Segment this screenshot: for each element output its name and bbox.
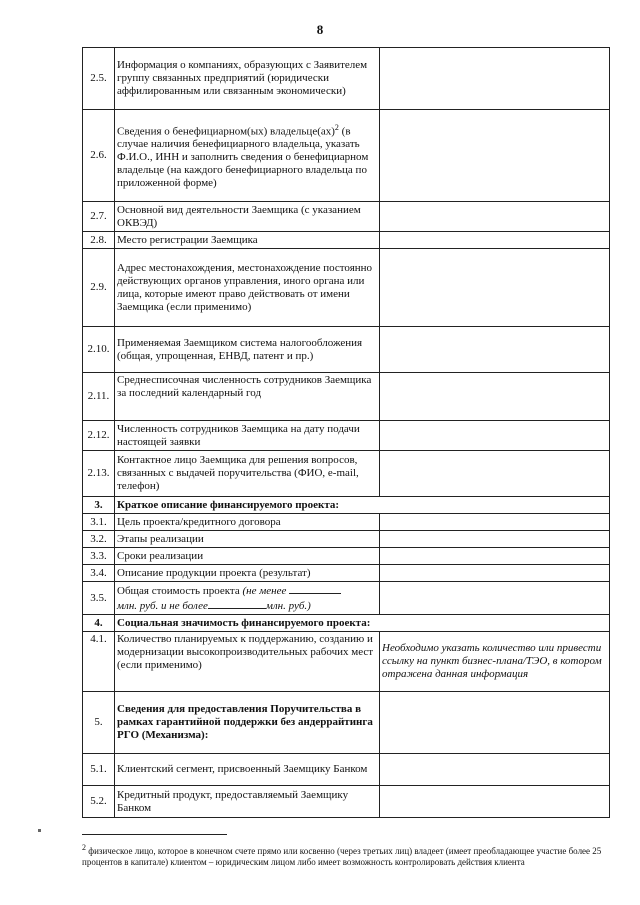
table-row bbox=[83, 48, 610, 110]
table-row bbox=[83, 548, 610, 565]
row-number: 2.6. bbox=[83, 110, 115, 202]
row-label: Адрес местонахождения, местонахождение постоянно действующих органов управления, иного органа или лица, которые имеют право действовать от имени Заемщика (если применимо) bbox=[115, 249, 380, 327]
row-value-field[interactable] bbox=[380, 548, 610, 565]
footnote-divider bbox=[82, 834, 227, 835]
row-value-field[interactable] bbox=[380, 327, 610, 373]
row-value-field[interactable] bbox=[380, 421, 610, 451]
row-label: Количество планируемых к поддержанию, созданию и модернизации высокопроизводительных рабочих мест (если применимо) bbox=[115, 632, 380, 692]
table-row bbox=[83, 565, 610, 582]
row-number: 2.9. bbox=[83, 249, 115, 327]
table-row bbox=[83, 232, 610, 249]
row-value-field[interactable] bbox=[380, 754, 610, 786]
project-cost-max: млн. руб. и не более bbox=[117, 600, 208, 612]
row-label-text: Сведения о бенефициарном(ых) владельце(ах) bbox=[117, 125, 335, 138]
row-number: 2.13. bbox=[83, 451, 115, 497]
row-value-field[interactable] bbox=[380, 582, 610, 615]
row-label: Цель проекта/кредитного договора bbox=[115, 514, 380, 531]
table-row bbox=[83, 202, 610, 232]
row-label: Сроки реализации bbox=[115, 548, 380, 565]
table-row bbox=[83, 514, 610, 531]
row-label: Основной вид деятельности Заемщика (с указанием ОКВЭД) bbox=[115, 202, 380, 232]
footnote-marker: 2 bbox=[82, 843, 86, 852]
project-cost-unit: млн. руб.) bbox=[265, 600, 311, 612]
section-title: Сведения для предоставления Поручительства в рамках гарантийной поддержки без андеррайтинга РГО (Механизма): bbox=[115, 692, 380, 754]
row-number: 5.1. bbox=[83, 754, 115, 786]
row-number: 2.5. bbox=[83, 48, 115, 110]
row-number: 4.1. bbox=[83, 632, 115, 692]
row-value-field[interactable] bbox=[380, 565, 610, 582]
section-title: Краткое описание финансируемого проекта: bbox=[115, 497, 610, 514]
row-label: Применяемая Заемщиком система налогообложения (общая, упрощенная, ЕНВД, патент и пр.) bbox=[115, 327, 380, 373]
project-cost-min: (не менее bbox=[242, 585, 287, 597]
table-row bbox=[83, 786, 610, 818]
section-number: 4. bbox=[83, 615, 115, 632]
row-value-field[interactable] bbox=[380, 48, 610, 110]
section-number: 5. bbox=[83, 692, 115, 754]
row-label: Место регистрации Заемщика bbox=[115, 232, 380, 249]
row-value-field[interactable] bbox=[380, 249, 610, 327]
section-number: 3. bbox=[83, 497, 115, 514]
scan-mark bbox=[38, 829, 41, 832]
row-value-field[interactable] bbox=[380, 232, 610, 249]
row-label: Контактное лицо Заемщика для решения вопросов, связанных с выдачей поручительства (ФИО, e-mail, телефон) bbox=[115, 451, 380, 497]
footnote-text: физическое лицо, которое в конечном счете прямо или косвенно (через третьих лиц) владеет (имеет преобладающее участие более 25 процентов в капитале) клиентом – юридическим лицом либо имеет возможность контролировать действия клиента bbox=[82, 846, 602, 867]
max-amount-blank[interactable] bbox=[208, 598, 266, 609]
table-row bbox=[83, 754, 610, 786]
row-number: 3.3. bbox=[83, 548, 115, 565]
row-number: 3.4. bbox=[83, 565, 115, 582]
row-label: Клиентский сегмент, присвоенный Заемщику Банком bbox=[115, 754, 380, 786]
row-value-field[interactable] bbox=[380, 692, 610, 754]
row-number: 2.7. bbox=[83, 202, 115, 232]
row-note: Необходимо указать количество или привести ссылку на пункт бизнес-плана/ТЭО, в котором отражена данная информация bbox=[380, 632, 610, 692]
table-row bbox=[83, 327, 610, 373]
section-header-row bbox=[83, 497, 610, 514]
section-title: Социальная значимость финансируемого проекта: bbox=[115, 615, 610, 632]
row-number: 3.1. bbox=[83, 514, 115, 531]
table-row bbox=[83, 531, 610, 548]
table-row bbox=[83, 632, 610, 692]
row-value-field[interactable] bbox=[380, 373, 610, 421]
section-header-row bbox=[83, 615, 610, 632]
page-number: 8 bbox=[316, 22, 324, 37]
project-cost-text: Общая стоимость проекта bbox=[117, 585, 240, 597]
table-row bbox=[83, 582, 610, 615]
row-value-field[interactable] bbox=[380, 451, 610, 497]
project-cost-label bbox=[115, 582, 380, 615]
row-label: Описание продукции проекта (результат) bbox=[115, 565, 380, 582]
footnote bbox=[82, 842, 609, 868]
row-label: Этапы реализации bbox=[115, 531, 380, 548]
row-value-field[interactable] bbox=[380, 531, 610, 548]
row-label: Численность сотрудников Заемщика на дату подачи настоящей заявки bbox=[115, 421, 380, 451]
row-label bbox=[115, 110, 380, 202]
row-label: Кредитный продукт, предоставляемый Заемщику Банком bbox=[115, 786, 380, 818]
row-number: 2.8. bbox=[83, 232, 115, 249]
row-number: 2.11. bbox=[83, 373, 115, 421]
footnote-ref: 2 bbox=[334, 122, 339, 132]
row-number: 2.12. bbox=[83, 421, 115, 451]
row-value-field[interactable] bbox=[380, 110, 610, 202]
row-number: 3.5. bbox=[83, 582, 115, 615]
row-number: 2.10. bbox=[83, 327, 115, 373]
row-number: 3.2. bbox=[83, 531, 115, 548]
section-header-row bbox=[83, 692, 610, 754]
table-row bbox=[83, 451, 610, 497]
row-value-field[interactable] bbox=[380, 514, 610, 531]
min-amount-blank[interactable] bbox=[289, 583, 341, 594]
table-row bbox=[83, 421, 610, 451]
row-value-field[interactable] bbox=[380, 202, 610, 232]
row-label-continuation: (в случае наличия бенефициарного владельца, указать Ф.И.О., ИНН и заполнить сведения о бенефициарном владельце (на каждого бенефициарного владельца по приложенной форме) bbox=[117, 125, 369, 190]
row-number: 5.2. bbox=[83, 786, 115, 818]
table-row bbox=[83, 249, 610, 327]
table-row bbox=[83, 373, 610, 421]
row-label: Среднесписочная численность сотрудников Заемщика за последний календарный год bbox=[115, 373, 380, 421]
row-value-field[interactable] bbox=[380, 786, 610, 818]
application-form-table bbox=[82, 47, 610, 818]
table-row bbox=[83, 110, 610, 202]
row-label: Информация о компаниях, образующих с Заявителем группу связанных предприятий (юридически аффилированным или связанным экономически) bbox=[115, 48, 380, 110]
